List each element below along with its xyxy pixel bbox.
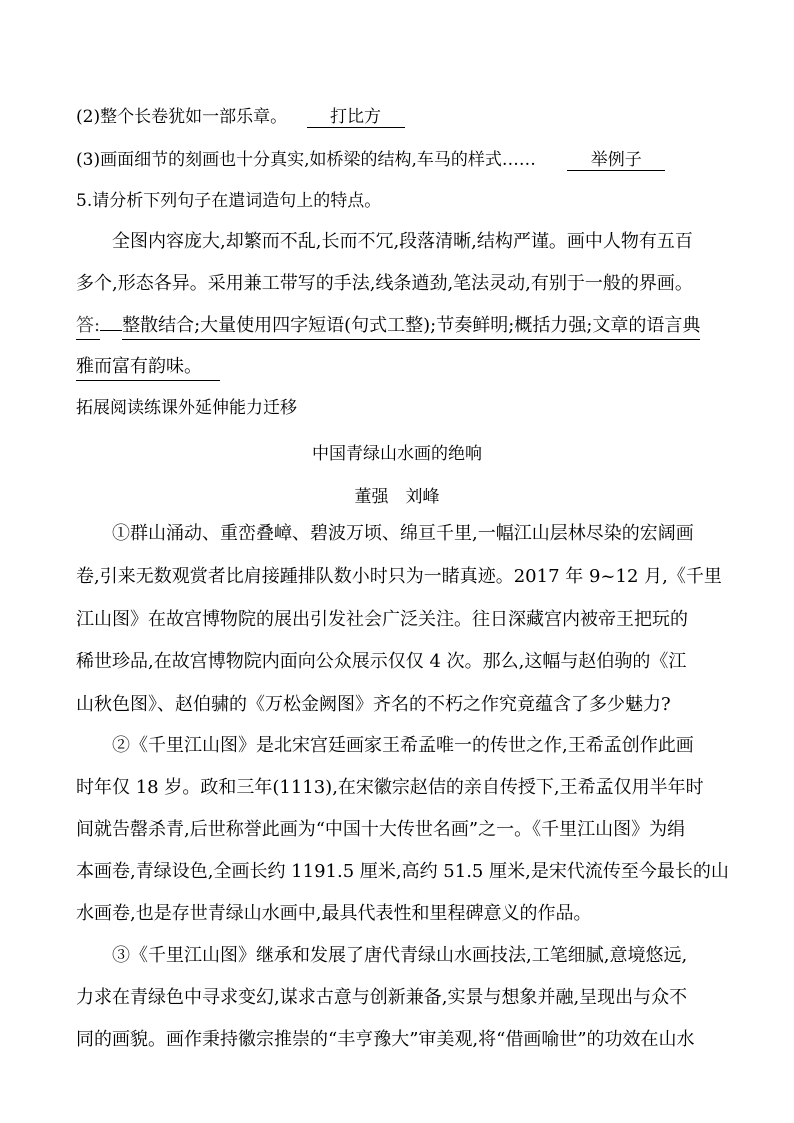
answer-5-line-2 [76, 355, 220, 381]
article-authors: 董强 刘峰 [354, 487, 440, 507]
answer-5-text-1: 整散结合;大量使用四字短语(句式工整);节奏鲜明;概括力强;文章的语言典 [122, 314, 700, 340]
p3-line: 同的画貌。画作秉持徽宗推崇的“丰亨豫大”审美观,将“借画喻世”的功效在山水 [76, 1029, 695, 1050]
p1-line: 卷,引来无数观赏者比肩接踵排队数小时只为一睹真迹。2017 年 9~12 月,《千里 [76, 566, 722, 587]
p3-line: ③《千里江山图》继承和发展了唐代青绿山水画技法,工笔细腻,意境悠远, [112, 945, 688, 966]
p1-line: 山秋色图》、赵伯骕的《万松金阙图》齐名的不朽之作究竟蕴含了多少魅力? [76, 694, 671, 715]
question-3 [76, 149, 665, 171]
p2-line: 时年仅 18 岁。政和三年(1113),在宋徽宗赵佶的亲自传授下,王希孟仅用半年时 [76, 777, 704, 798]
question-5: 5.请分析下列句子在遣词造句上的特点。 [76, 191, 382, 211]
question-2-text: (2)整个长卷犹如一部乐章。 [76, 107, 288, 127]
answer-5-text-2: 雅而富有韵味。 [76, 355, 220, 381]
answer-5-line-1 [76, 314, 700, 340]
p1-line: ①群山涌动、重峦叠嶂、碧波万顷、绵亘千里,一幅江山层林尽染的宏阔画 [112, 523, 694, 544]
question-3-answer: 举例子 [567, 150, 665, 171]
p3-line: 力求在青绿色中寻求变幻,谋求古意与创新兼备,实景与想象并融,呈现出与众不 [76, 987, 688, 1008]
question-2 [76, 106, 405, 128]
quote-line-2: 多个,形态各异。采用兼工带写的手法,线条遒劲,笔法灵动,有别于一般的界画。 [76, 273, 693, 294]
question-2-answer: 打比方 [307, 107, 405, 128]
p2-line: ②《千里江山图》是北宋宫廷画家王希孟唯一的传世之作,王希孟创作此画 [112, 735, 694, 756]
p1-line: 稀世珍品,在故宫博物院内面向公众展示仅仅 4 次。那么,这幅与赵伯驹的《江 [76, 651, 687, 672]
p2-line: 本画卷,青绿设色,全画长约 1191.5 厘米,高约 51.5 厘米,是宋代流传至今最长的山 [76, 861, 729, 882]
quote-line-1: 全图内容庞大,却繁而不乱,长而不冗,段落清晰,结构严谨。画中人物有五百 [112, 231, 693, 252]
answer-5-label: 答: [76, 314, 100, 340]
p2-line: 水画卷,也是存世青绿山水画中,最具代表性和里程碑意义的作品。 [76, 903, 592, 924]
section-heading: 拓展阅读练课外延伸能力迁移 [76, 398, 297, 418]
question-3-text: (3)画面细节的刻画也十分真实,如桥梁的结构,车马的样式…… [76, 150, 536, 170]
p2-line: 间就告罄杀青,后世称誉此画为“中国十大传世名画”之一。《千里江山图》为绢 [76, 819, 686, 840]
article-title: 中国青绿山水画的绝响 [312, 444, 482, 464]
p1-line: 江山图》在故宫博物院的展出引发社会广泛关注。往日深藏宫内被帝王把玩的 [76, 609, 688, 630]
